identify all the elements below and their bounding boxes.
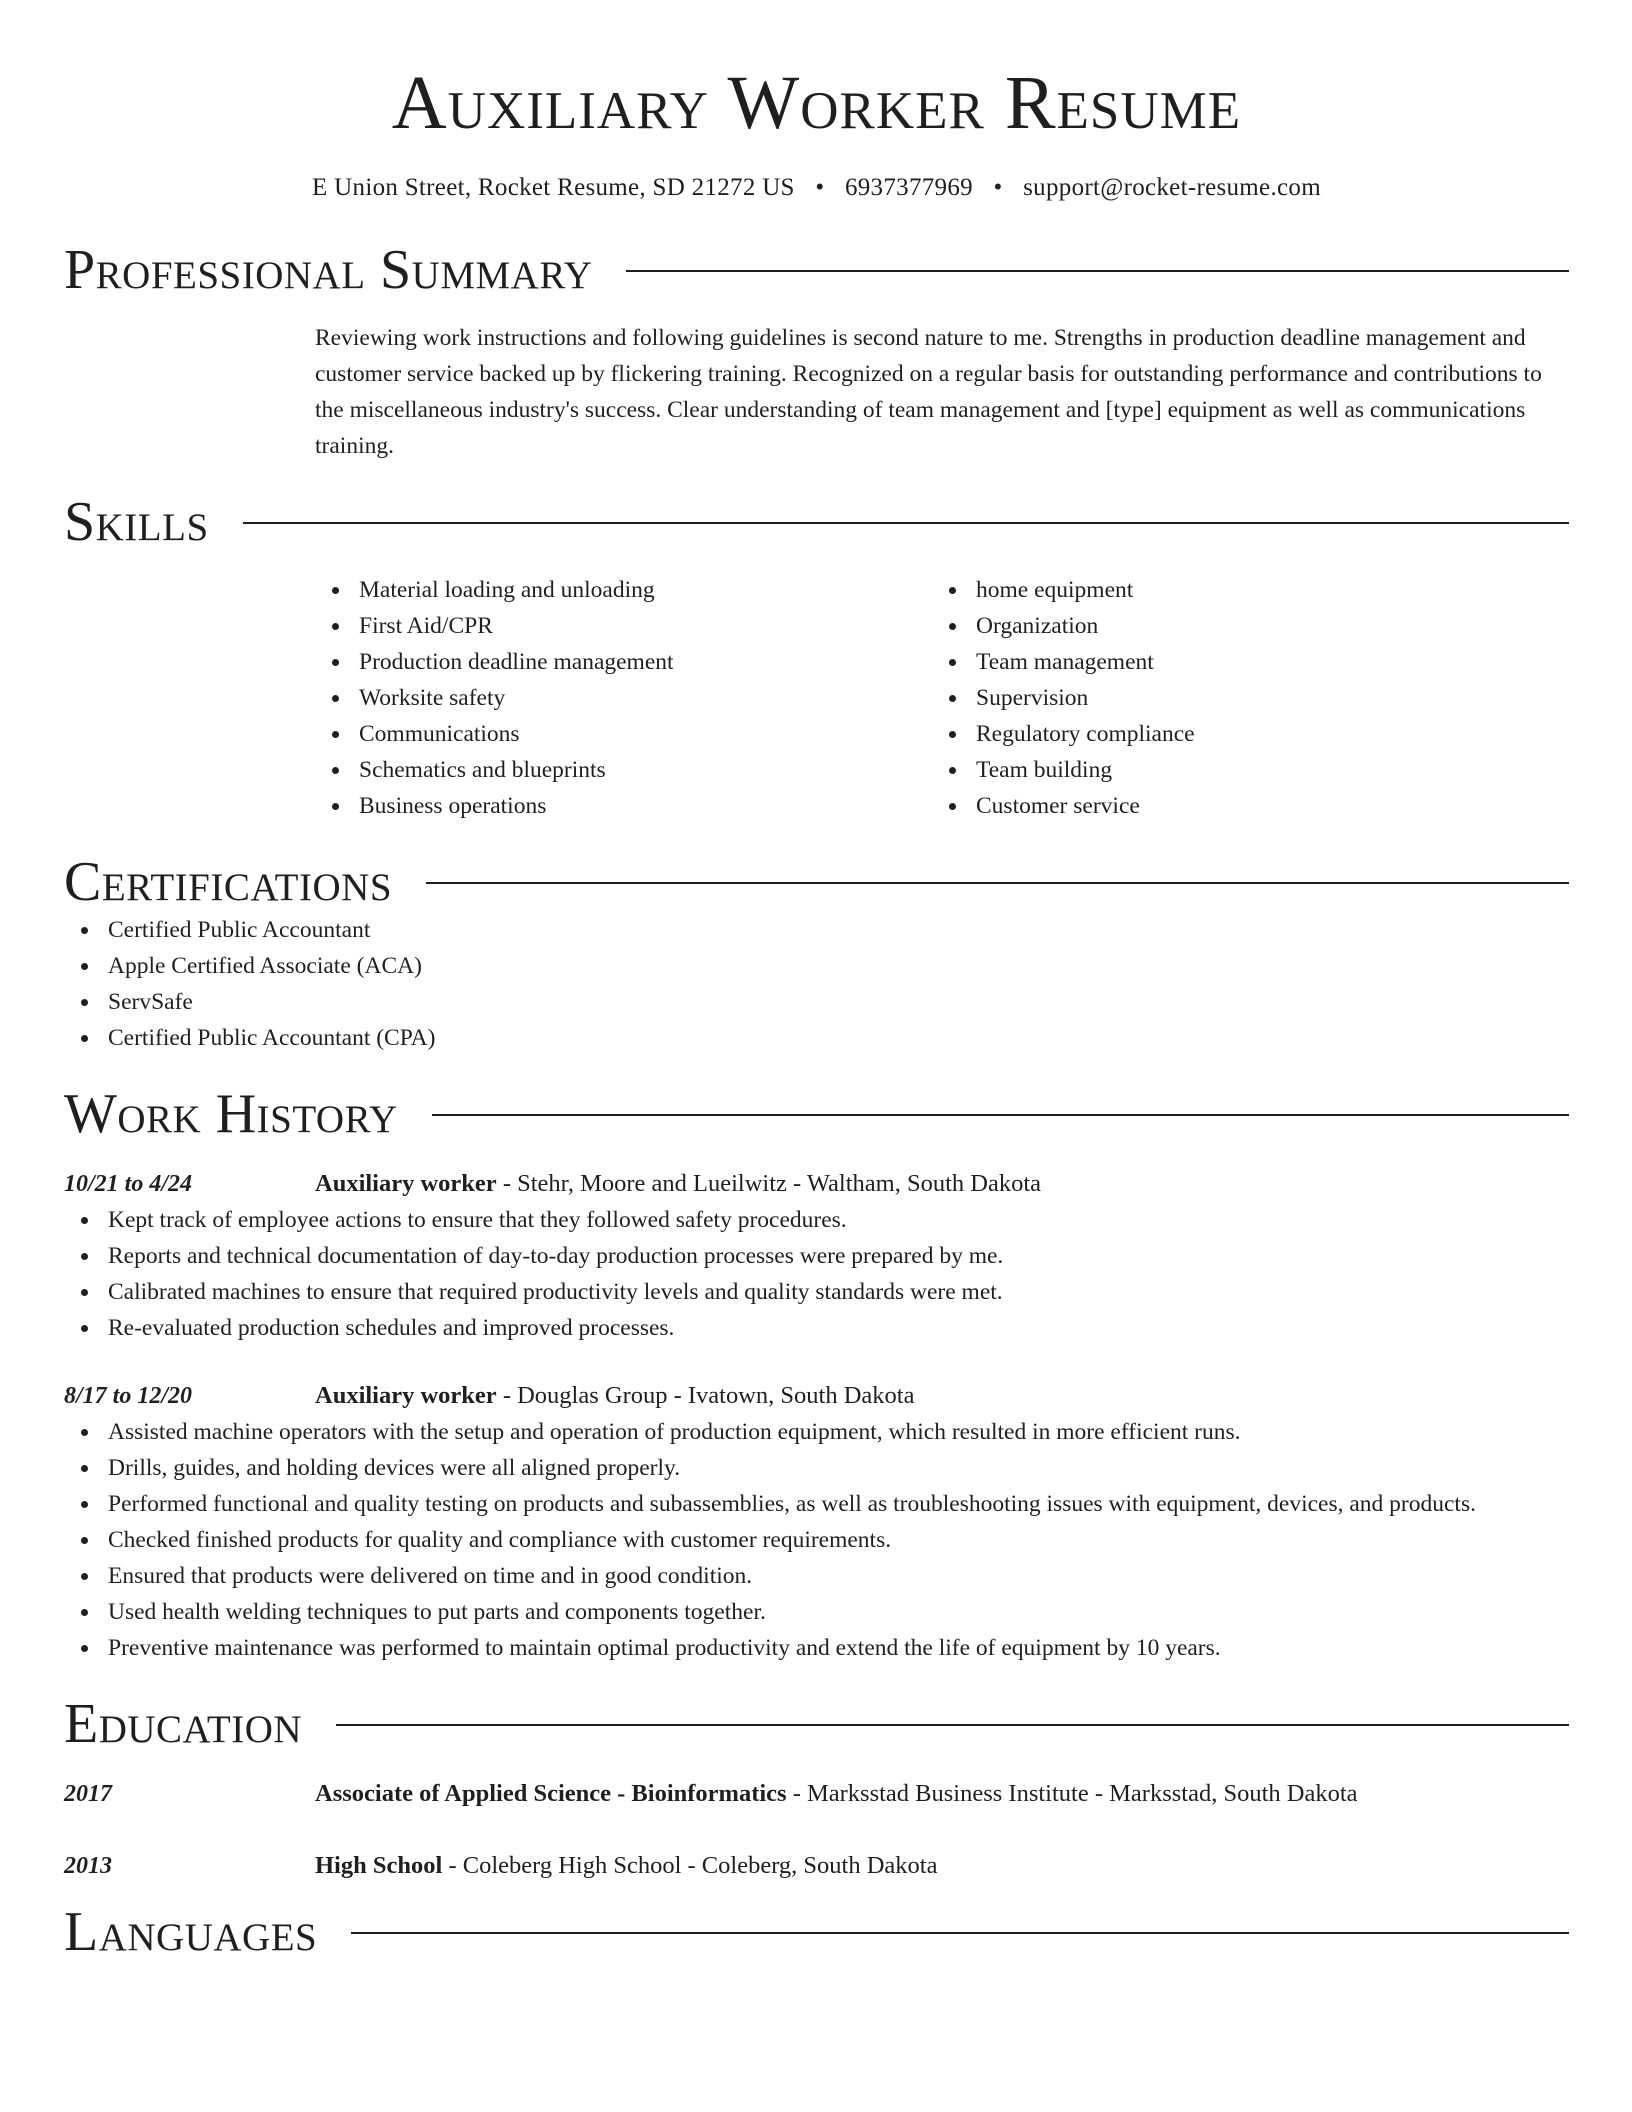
contact-separator: • <box>993 174 1003 201</box>
certification-item: Apple Certified Associate (ACA) <box>64 948 1569 984</box>
contact-phone: 6937377969 <box>844 174 973 201</box>
work-heading: Work History <box>64 1083 398 1145</box>
job-title: Auxiliary worker <box>315 1170 497 1197</box>
job-title: Auxiliary worker <box>315 1382 497 1409</box>
skill-item: home equipment <box>932 572 1549 608</box>
job-bullets <box>64 1414 1569 1666</box>
summary-section-header <box>64 240 1569 300</box>
job-dates: 8/17 to 12/20 <box>64 1383 193 1409</box>
skill-item: Team management <box>932 644 1549 680</box>
education-entry <box>64 1848 1569 1884</box>
skill-item: Regulatory compliance <box>932 716 1549 752</box>
job-bullet: Drills, guides, and holding devices were all aligned properly. <box>64 1450 1569 1486</box>
job-entry <box>64 1166 1569 1202</box>
certification-item: Certified Public Accountant <box>64 912 1569 948</box>
job-heading <box>315 1166 1041 1202</box>
skills-column-right <box>932 572 1549 824</box>
job-entry <box>64 1378 1569 1414</box>
education-details: - Coleberg High School - Coleberg, South Dakota <box>442 1852 938 1879</box>
skill-item: Customer service <box>932 788 1549 824</box>
contact-address: E Union Street, Rocket Resume, SD 21272 US <box>312 174 795 201</box>
section-divider <box>626 270 1569 272</box>
education-year: 2017 <box>64 1781 112 1807</box>
job-bullet: Preventive maintenance was performed to maintain optimal productivity and extend the life of equipment by 10 years. <box>64 1630 1569 1666</box>
skill-item: Schematics and blueprints <box>315 752 932 788</box>
skills-list <box>315 572 1569 824</box>
job-bullet: Re-evaluated production schedules and improved processes. <box>64 1310 1569 1346</box>
skill-item: First Aid/CPR <box>315 608 932 644</box>
certifications-section-header <box>64 852 1569 912</box>
section-divider <box>243 522 1569 524</box>
education-heading-line <box>315 1776 1358 1812</box>
job-bullet: Used health welding techniques to put parts and components together. <box>64 1594 1569 1630</box>
job-bullet: Kept track of employee actions to ensure that they followed safety procedures. <box>64 1202 1569 1238</box>
education-entry <box>64 1776 1569 1812</box>
job-details: - Douglas Group - Ivatown, South Dakota <box>496 1382 915 1409</box>
job-bullet: Calibrated machines to ensure that required productivity levels and quality standards were met. <box>64 1274 1569 1310</box>
job-details: - Stehr, Moore and Lueilwitz - Waltham, South Dakota <box>496 1170 1042 1197</box>
summary-heading: Professional Summary <box>64 239 593 301</box>
work-section-header <box>64 1084 1569 1144</box>
education-details: - Marksstad Business Institute - Marksstad, South Dakota <box>786 1780 1358 1807</box>
section-divider <box>432 1114 1569 1116</box>
section-divider <box>426 882 1569 884</box>
resume-page <box>64 0 1569 1962</box>
job-bullets <box>64 1202 1569 1346</box>
education-heading-line <box>315 1848 937 1884</box>
skill-item: Worksite safety <box>315 680 932 716</box>
skills-section-header <box>64 492 1569 552</box>
certifications-list <box>64 912 1569 1056</box>
contact-email: support@rocket-resume.com <box>1023 174 1321 201</box>
job-heading <box>315 1378 914 1414</box>
skill-item: Supervision <box>932 680 1549 716</box>
section-divider <box>351 1932 1569 1934</box>
job-bullet: Checked finished products for quality and compliance with customer requirements. <box>64 1522 1569 1558</box>
job-bullet: Assisted machine operators with the setup and operation of production equipment, which resulted in more efficient runs. <box>64 1414 1569 1450</box>
languages-section-header <box>64 1902 1569 1962</box>
skill-item: Organization <box>932 608 1549 644</box>
certification-item: ServSafe <box>64 984 1569 1020</box>
certification-item: Certified Public Accountant (CPA) <box>64 1020 1569 1056</box>
certifications-heading: Certifications <box>64 851 393 913</box>
skill-item: Material loading and unloading <box>315 572 932 608</box>
education-degree: Associate of Applied Science - Bioinformatics <box>315 1780 787 1807</box>
skill-item: Team building <box>932 752 1549 788</box>
education-year: 2013 <box>64 1853 112 1879</box>
job-bullet: Ensured that products were delivered on time and in good condition. <box>64 1558 1569 1594</box>
resume-title: Auxiliary Worker Resume <box>391 61 1242 145</box>
education-section-header <box>64 1694 1569 1754</box>
education-degree: High School <box>315 1852 443 1879</box>
skill-item: Business operations <box>315 788 932 824</box>
skills-heading: Skills <box>64 491 209 553</box>
skill-item: Production deadline management <box>315 644 932 680</box>
skill-item: Communications <box>315 716 932 752</box>
contact-separator: • <box>815 174 825 201</box>
job-dates: 10/21 to 4/24 <box>64 1171 193 1197</box>
section-divider <box>336 1724 1569 1726</box>
job-bullet: Reports and technical documentation of day-to-day production processes were prepared by me. <box>64 1238 1569 1274</box>
contact-line <box>64 172 1569 204</box>
education-heading: Education <box>64 1693 303 1755</box>
job-bullet: Performed functional and quality testing on products and subassemblies, as well as troubleshooting issues with equipment, devices, and products. <box>64 1486 1569 1522</box>
summary-text: Reviewing work instructions and following guidelines is second nature to me. Strengths in production deadline management and customer service backed up by flickering training. Recognized on a regular basis for outstanding performance and contributions to the miscellaneous industry's success. Clear understanding of team management and [type] equipment as well as communications training. <box>315 325 1542 459</box>
skills-column-left <box>315 572 932 824</box>
languages-heading: Languages <box>64 1901 318 1963</box>
